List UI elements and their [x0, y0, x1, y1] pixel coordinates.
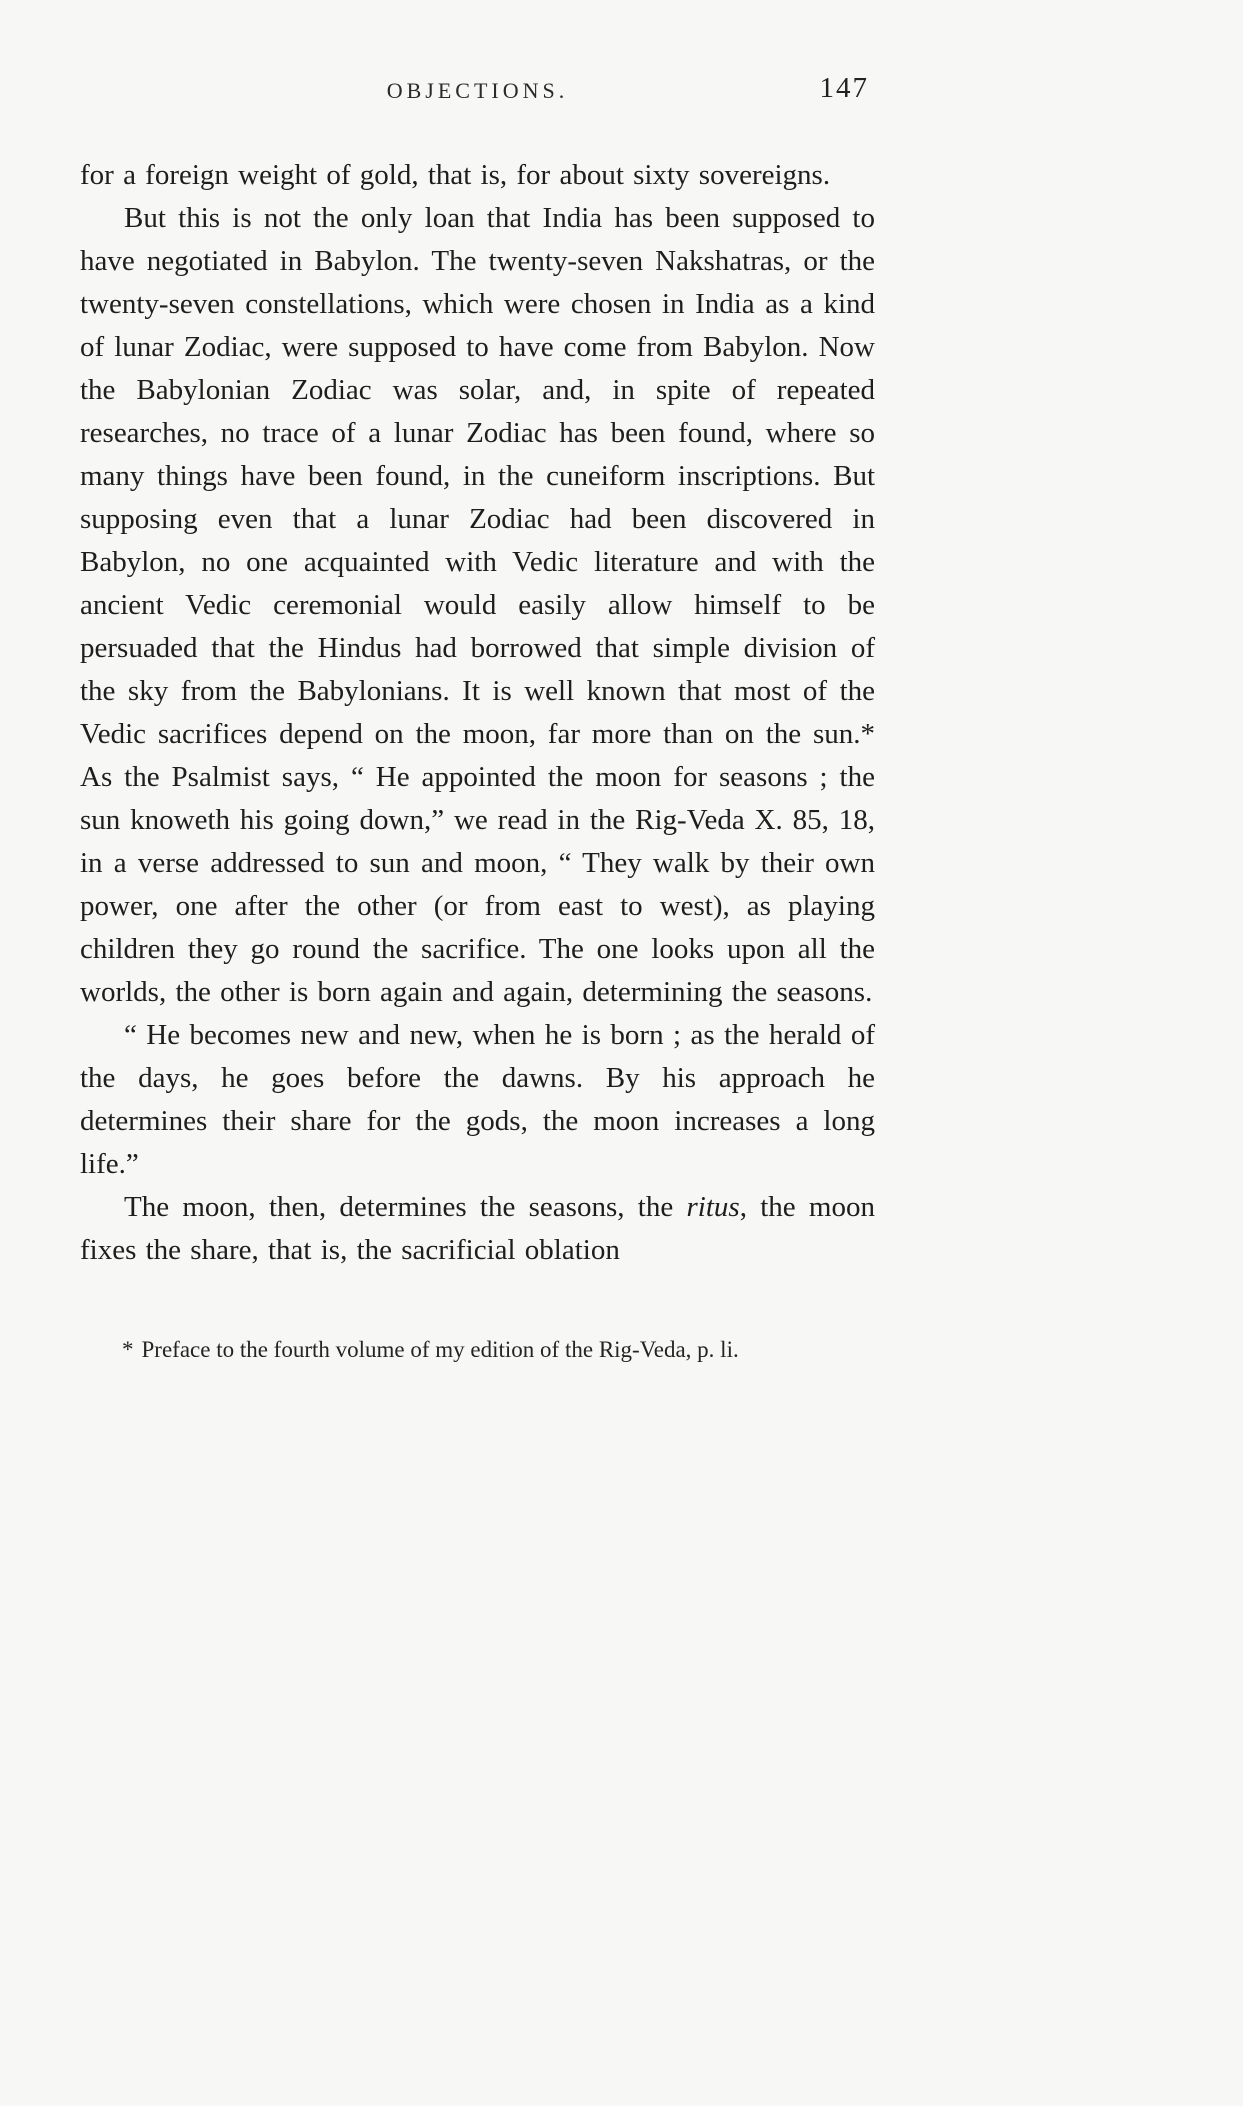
page-number: 147 — [819, 72, 869, 104]
page-header — [80, 72, 875, 112]
page-content — [80, 72, 875, 1370]
running-title: OBJECTIONS. — [386, 78, 569, 103]
footnote-marker: * — [122, 1337, 134, 1362]
paragraph: But this is not the only loan that India has been supposed to have negotiated in Babylon. The twenty-seven Nakshatras, or the twenty-seven constellations, which were chosen in India as a kind of lunar Zodiac, were supposed to have come from Babylon. Now the Babylonian Zodiac was solar, and, in spite of repeated researches, no trace of a lunar Zodiac has been found, where so many things have been found, in the cuneiform inscriptions. But supposing even that a lunar Zodiac had been discovered in Babylon, no one acquainted with Vedic literature and with the ancient Vedic ceremonial would easily allow himself to be persuaded that the Hindus had borrowed that simple division of the sky from the Babylonians. It is well known that most of the Vedic sacrifices depend on the moon, far more than on the sun.* As the Psalmist says, “ He appointed the moon for seasons ; the sun knoweth his going down,” we read in the Rig-Veda X. 85, 18, in a verse addressed to sun and moon, “ They walk by their own power, one after the other (or from east to west), as playing children they go round the sacrifice. The one looks upon all the worlds, the other is born again and again, determining the seasons. — [80, 202, 875, 1008]
paragraph — [80, 1186, 875, 1272]
footnote — [80, 1330, 875, 1370]
paragraph-continuation: for a foreign weight of gold, that is, for about sixty sovereigns. — [80, 159, 831, 191]
italic-word: ritus — [686, 1191, 740, 1223]
paragraph-text: , the moon fixes the share, that is, the sacrificial oblation — [80, 1191, 875, 1266]
paragraph-quotation: “ He becomes new and new, when he is born ; as the herald of the days, he goes before the dawns. By his approach he determines their share for the gods, the moon increases a long life.” — [80, 1019, 875, 1180]
footnote-body: Preface to the fourth volume of my edition of the Rig-Veda, p. li. — [141, 1337, 739, 1362]
body-text — [80, 154, 875, 1272]
footnote-text — [80, 1330, 875, 1370]
paragraph-text: The moon, then, determines the seasons, the — [124, 1191, 687, 1223]
